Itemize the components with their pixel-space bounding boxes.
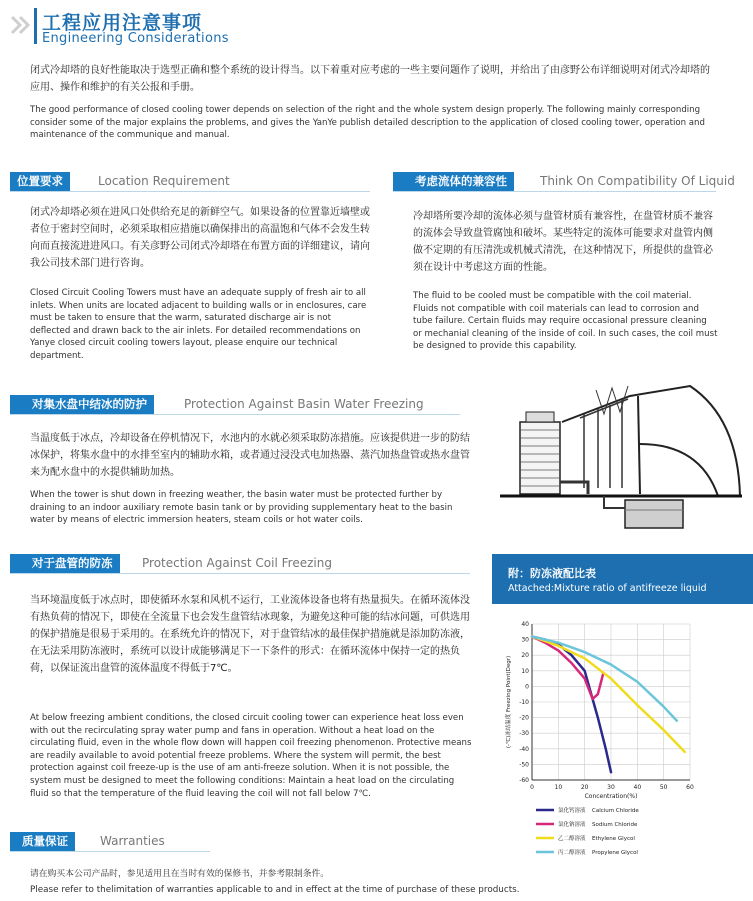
warranty-section-tag: 质量保证 (10, 832, 75, 851)
legend-label-en: Sodium Chloride (592, 822, 638, 828)
x-axis-label: Concentration(%) (584, 793, 638, 800)
page-subtitle: Engineering Considerations (42, 31, 229, 46)
legend-label-en: Propylene Glycol (592, 850, 638, 856)
coil-section-title-en: Protection Against Coil Freezing (142, 556, 332, 570)
y-tick-label: 20 (521, 652, 529, 660)
section-divider (10, 573, 470, 574)
legend-label-zh: 氯化钠溶液 (558, 822, 586, 828)
section-divider (10, 414, 460, 415)
legend-label-zh: 氯化钙溶液 (558, 808, 586, 814)
compat-text-en: The fluid to be cooled must be compatible with the coil material. Fluids not compatible with coil materials can lead to corrosion and tube failure. Certain fluids may require occasional pressure cleaning or mechanial cleaning of the inside of coil. In such cases, the coil must be designed to provide this capability. (413, 291, 718, 352)
chart-title-en: Attached:Mixture ratio of antifreeze liquid (508, 583, 707, 594)
y-tick-label: -40 (519, 745, 529, 753)
y-tick-label: 40 (521, 621, 529, 628)
x-tick-label: 20 (580, 784, 589, 791)
basin-text-zh: 当温度低于冰点，冷却设备在停机情况下，水池内的水就必须采取防冻措施。应该提供进一步的防结冰保护，将集水盘中的水排至室内的辅助水箱，或者通过浸没式电加热器、蒸汽加热盘管或热水盘管来为配水盘中的水提供辅助加热。 (30, 433, 470, 478)
location-text-zh: 闭式冷却塔必须在进风口处供给充足的新鲜空气。如果设备的位置靠近墙壁或者位于密封空间时，必须采取相应措施以确保排出的高温饱和气体不会发生转向而直接流进进风口。有关彦野公司闭式冷却塔在布置方面的详细建议，请向我公司技术部门进行咨询。 (30, 207, 370, 269)
coil-section-tag: 对于盘管的防冻 (10, 554, 120, 573)
y-tick-label: 0 (525, 683, 529, 691)
compat-section-title-en: Think On Compatibility Of Liquid (540, 174, 735, 188)
compat-section-tag: 考虑流体的兼容性 (393, 172, 514, 191)
coil-text-en: At below freezing ambient conditions, the closed circuit cooling tower can experience heat loss even with out the recirculating spray water pump and fans in operation. Without a heat load on the circulating fluid, even in the whole flow down will happen coil freezing phenomenon. Protective means are readily available to avoid potential freeze problems. Where the system will permit, the best protection against coil freeze-up is the use of am anti-freeze solution. When it is not possible, the system must be designed to meet the following conditions: Maintain a heat load on the circulating fluid so that the temperature of the fluid leaving the coil will not fall below 7℃. (30, 713, 472, 799)
y-tick-label: -60 (519, 777, 529, 784)
y-axis-label: (-℃)冻结温度 Freezing Point(Degr) (506, 655, 512, 749)
series-line (532, 636, 611, 772)
y-tick-label: -50 (519, 761, 529, 769)
legend-label-zh: 丙二醇溶液 (558, 850, 586, 856)
y-tick-label: -30 (519, 730, 529, 738)
intro-text-zh: 闭式冷却塔的良好性能取决于选型正确和整个系统的设计得当。以下着重对应考虑的一些主要问题作了说明，并给出了由彦野公布详细说明对闭式冷却塔的应用、操作和维护的有关公报和手册。 (30, 65, 710, 93)
warranty-section-title-en: Warranties (100, 834, 165, 848)
warranty-text-en: Please refer to thelimitation of warranties applicable to and in effect at the time of purchase of these products. (30, 885, 520, 895)
x-tick-label: 0 (530, 784, 534, 791)
x-tick-label: 30 (607, 784, 615, 791)
cooling-tower-building-illustration (500, 378, 745, 538)
chart-title-zh: 附：防冻液配比表 (508, 567, 596, 580)
title-accent-bar (34, 8, 37, 44)
coil-text-zh: 当环境温度低于冰点时，即使循环水泵和风机不运行，工业流体设备也将有热量损失。在循环流体没有热负荷的情况下，即使在全流量下也会发生盘管结冰现象，为避免这种可能的结冰问题，可供选用的保护措施是很易于采用的。在系统允许的情况下，对于盘管结冰的最佳保护措施就是添加防冻液，在无法采用防冻液时，系统可以设计成能够满足下一下条件的形式：在循环流体中保持一定的热负荷，以保证流出盘管的流体温度不得低于7℃。 (30, 595, 470, 674)
legend-label-en: Calcium Chloride (592, 808, 639, 814)
section-divider (10, 191, 370, 192)
y-tick-label: 30 (521, 636, 529, 644)
x-tick-label: 10 (554, 784, 563, 791)
section-divider (10, 851, 210, 852)
warranty-text-zh: 请在购买本公司产品时，参见适用且在当时有效的保修书，并参考限制条件。 (30, 869, 330, 879)
basin-text-en: When the tower is shut down in freezing weather, the basin water must be protected further by draining to an indoor auxiliary remote basin tank or by providing supplementary heat to the basin water by means of electric immersion heaters, steam coils or hot water coils. (30, 490, 453, 526)
x-tick-label: 50 (659, 784, 668, 791)
basin-section-title-en: Protection Against Basin Water Freezing (184, 397, 424, 411)
location-text-en: Closed Circuit Cooling Towers must have an adequate supply of fresh air to all inlets. When units are located adjacent to building walls or in enclosures, care must be taken to ensure that the warm, saturated discharge air is not deflected and drawn back to the air inlets. For detailed recommendations on Yanye closed circuit cooling towers layout, please enquire our technical department. (30, 288, 367, 361)
page-title: 工程应用注意事项 (42, 12, 203, 34)
y-tick-label: -10 (519, 699, 529, 706)
y-tick-label: 10 (521, 667, 529, 675)
antifreeze-chart (492, 604, 753, 864)
chevron-right-icon (8, 14, 32, 36)
compat-text-zh: 冷却塔所要冷却的流体必须与盘管材质有兼容性，在盘管材质不兼容的流体会导致盘管腐蚀和破坏。某些特定的流体可能要求对盘管内侧做不定期的有压清洗或机械式清洗，在这种情况下，所提供的盘管必须在设计中考虑这方面的性能。 (413, 211, 713, 273)
legend-label-zh: 乙二醇溶液 (558, 836, 586, 842)
intro-text-en: The good performance of closed cooling tower depends on selection of the right and the whole system design properly. The following mainly corresponding consider some of the major explains the problems, and gives the YanYe publish detailed description to the application of closed cooling tower, operation and maintenance of the communique and manual. (30, 105, 705, 141)
y-tick-label: -20 (519, 714, 529, 722)
series-line (532, 636, 685, 751)
legend-label-en: Ethylene Glycol (592, 836, 635, 842)
section-divider (393, 191, 716, 192)
location-section-title-en: Location Requirement (98, 174, 230, 188)
x-tick-label: 40 (633, 784, 642, 791)
location-section-tag: 位置要求 (10, 172, 70, 191)
x-tick-label: 60 (686, 784, 694, 791)
basin-section-tag: 对集水盘中结冰的防护 (10, 395, 154, 414)
